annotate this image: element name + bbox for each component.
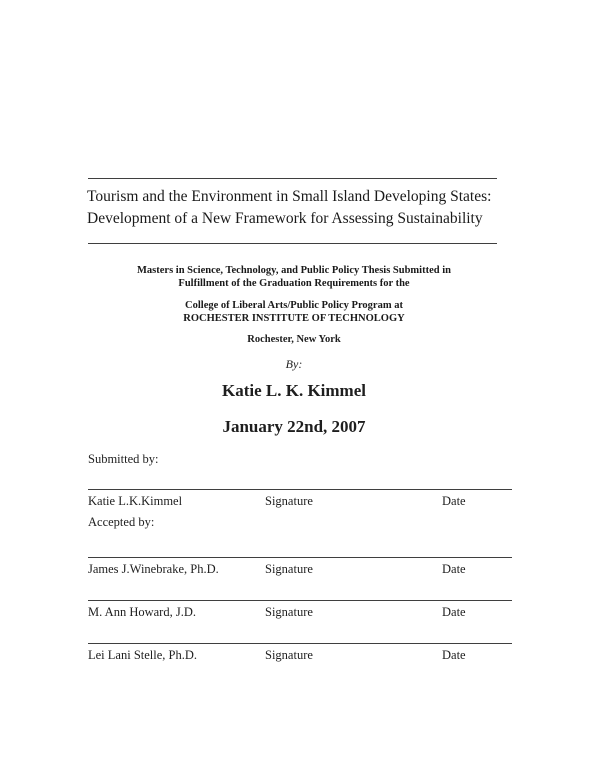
college-name: College of Liberal Arts/Public Policy Program at	[185, 300, 403, 311]
institute-name: ROCHESTER INSTITUTE OF TECHNOLOGY	[183, 313, 405, 324]
signature-row-advisor-1	[88, 557, 512, 580]
thesis-title	[87, 186, 507, 230]
program-statement-line2: Fulfillment of the Graduation Requirements for the	[178, 278, 410, 289]
thesis-title-line2: Development of a New Framework for Assessing Sustainability	[87, 210, 483, 227]
date-label: Date	[442, 494, 466, 508]
signer-name: James J.Winebrake, Ph.D.	[88, 562, 219, 576]
submitted-by-label: Submitted by:	[88, 452, 159, 466]
title-rule-bottom	[88, 243, 497, 244]
signature-label: Signature	[265, 562, 313, 576]
program-statement-line1: Masters in Science, Technology, and Public Policy Thesis Submitted in	[137, 265, 451, 276]
signature-label: Signature	[265, 494, 313, 508]
signature-row-advisor-2	[88, 600, 512, 623]
date-label: Date	[442, 648, 466, 662]
thesis-title-line1: Tourism and the Environment in Small Island Developing States:	[87, 188, 492, 205]
by-label: By:	[285, 357, 303, 371]
signer-name: M. Ann Howard, J.D.	[88, 605, 196, 619]
college-statement	[88, 299, 500, 325]
signature-row-submitter	[88, 489, 512, 512]
signer-name: Lei Lani Stelle, Ph.D.	[88, 648, 198, 662]
signature-row-advisor-3	[88, 643, 512, 666]
date-label: Date	[442, 562, 466, 576]
date-label: Date	[442, 605, 466, 619]
title-rule-top	[88, 178, 497, 179]
signature-label: Signature	[265, 605, 313, 619]
accepted-by-label: Accepted by:	[88, 515, 155, 529]
author-name: Katie L. K. Kimmel	[221, 381, 366, 400]
signature-label: Signature	[265, 648, 313, 662]
program-statement	[88, 264, 500, 290]
location-line: Rochester, New York	[247, 334, 341, 345]
thesis-date: January 22nd, 2007	[222, 417, 366, 436]
signer-name: Katie L.K.Kimmel	[88, 494, 183, 508]
